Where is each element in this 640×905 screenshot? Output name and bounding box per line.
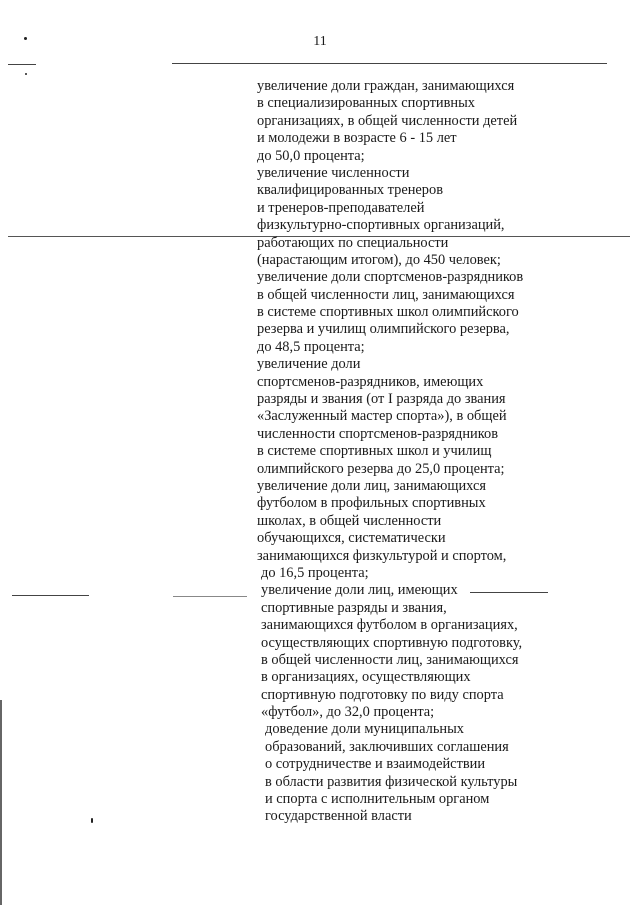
text-line: (нарастающим итогом), до 450 человек; [257, 251, 501, 268]
body-text-column [257, 78, 637, 826]
scan-rule-top-left [8, 64, 36, 65]
text-line: образований, заключивших соглашения [265, 738, 509, 755]
text-line: и тренеров-преподавателей [257, 199, 425, 216]
text-line: о сотрудничестве и взаимодействии [265, 756, 486, 773]
text-line: «Заслуженный мастер спорта»), в общей [257, 408, 507, 425]
text-line: спортивные разряды и звания, [261, 599, 447, 616]
text-line: в системе спортивных школ олимпийского [257, 304, 519, 321]
text-line: государственной власти [265, 808, 412, 825]
scan-speck [25, 73, 27, 75]
scan-rule-top-right [172, 63, 607, 64]
text-line: увеличение доли лиц, имеющих [261, 582, 458, 599]
text-line: в организациях, осуществляющих [261, 669, 471, 686]
scan-speck [24, 37, 27, 40]
text-line: олимпийского резерва до 25,0 процента; [257, 460, 505, 477]
text-line: доведение доли муниципальных [265, 721, 464, 738]
scan-speck [91, 818, 93, 823]
text-line: до 48,5 процента; [257, 338, 365, 355]
text-line: увеличение численности [257, 164, 410, 181]
text-line: занимающихся футболом в организациях, [261, 617, 518, 634]
text-line: увеличение доли [257, 356, 361, 373]
text-line: и спорта с исполнительным органом [265, 791, 490, 808]
text-line: футболом в профильных спортивных [257, 495, 486, 512]
text-line: спортсменов-разрядников, имеющих [257, 373, 484, 390]
text-line: осуществляющих спортивную подготовку, [261, 634, 523, 651]
text-line: численности спортсменов-разрядников [257, 425, 499, 442]
text-line: занимающихся физкультурой и спортом, [257, 547, 507, 564]
text-line: школах, в общей численности [257, 512, 442, 529]
page-number: 11 [313, 34, 327, 49]
scan-margin-edge [0, 700, 2, 905]
text-line: в системе спортивных школ и училищ [257, 443, 492, 460]
text-line: в области развития физической культуры [265, 773, 518, 790]
text-line: обучающихся, систематически [257, 530, 446, 547]
text-line: до 16,5 процента; [261, 564, 369, 581]
text-line: в общей численности лиц, занимающихся [257, 286, 515, 303]
text-line: резерва и училищ олимпийского резерва, [257, 321, 510, 338]
text-line: спортивную подготовку по виду спорта [261, 686, 504, 703]
text-line: и молодежи в возрасте 6 - 15 лет [257, 130, 457, 147]
scan-rule-low-left [12, 595, 89, 596]
text-line: «футбол», до 32,0 процента; [261, 704, 435, 721]
text-line: квалифицированных тренеров [257, 182, 443, 199]
text-line: организациях, в общей численности детей [257, 112, 518, 129]
text-line: увеличение доли граждан, занимающихся [257, 78, 515, 94]
text-line: физкультурно-спортивных организаций, [257, 217, 505, 234]
text-line: разряды и звания (от I разряда до звания [257, 391, 506, 408]
text-line: в специализированных спортивных [257, 95, 475, 112]
text-line: работающих по специальности [257, 234, 449, 251]
text-line: до 50,0 процента; [257, 147, 365, 164]
text-line: в общей численности лиц, занимающихся [261, 651, 519, 668]
scan-rule-low-middle [173, 596, 247, 597]
text-line: увеличение доли лиц, занимающихся [257, 477, 486, 494]
text-line: увеличение доли спортсменов-разрядников [257, 269, 524, 286]
